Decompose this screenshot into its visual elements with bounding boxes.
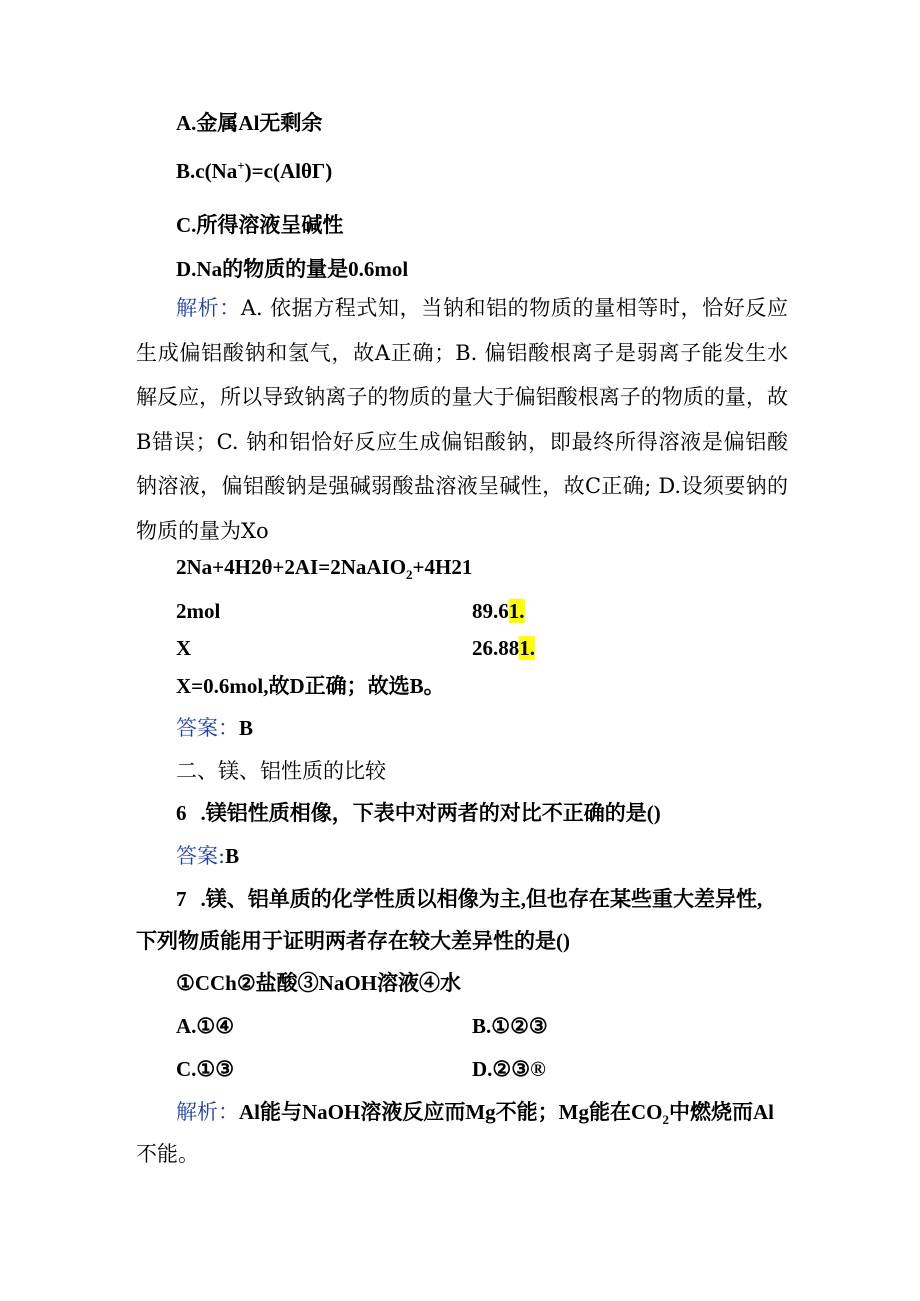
option-a: A.金属Al无剩余 [176,111,323,135]
analysis-2-line-1 [176,1097,774,1127]
answer-1 [176,713,253,743]
equation-suffix: +4H21 [412,555,473,579]
answer-label: 答案： [176,716,239,740]
calc-row2-highlight: 1. [519,636,535,660]
option-d: D.Na的物质的量是0.6mol [176,257,409,281]
q7-option-a: A.①④ [176,1014,235,1038]
analysis-label: 解析： [176,1100,239,1124]
option-b [176,156,332,186]
analysis-2-part2: 中燃烧而Al [668,1100,774,1124]
calc-row1-highlight: 1. [508,599,525,623]
question-7-line-2: 下列物质能用于证明两者存在较大差异性的是() [136,929,570,953]
answer-value: B [225,844,240,868]
option-b-sup: + [237,158,245,173]
question-6-text: .镁铝性质相像，下表中对两者的对比不正确的是() [200,801,661,825]
calc-row1-left: 2mol [176,599,221,623]
q7-option-c: C.①③ [176,1057,235,1081]
analysis-paragraph-1 [136,286,788,553]
answer-label: 答案: [176,844,226,868]
question-7-line-1 [176,884,762,914]
answer-value: B [239,716,254,740]
question-6-number: 6 [176,801,187,825]
question-6 [176,798,661,828]
analysis-2-line-2: 不能。 [136,1142,199,1166]
analysis-text: A. 依据方程式知，当钠和铝的物质的量相等时，恰好反应生成偏铝酸钠和氢气，故A正确；B. 偏铝酸根离子是弱离子能发生水解反应，所以导致钠离子的物质的量大于偏铝酸根离子的物质的量，故B错误；C. 钠和铝恰好反应生成偏铝酸钠，即最终所得溶液是偏铝酸钠溶液，偏铝酸钠是强碱弱酸盐溶液呈碱性，故C正确; D.设须要钠的物质的量为Xo [136,296,789,543]
question-7-items: ①CCh②盐酸③NaOH溶液④水 [176,971,461,995]
calc-row2-value: 26.88 [472,636,520,660]
reaction-equation [176,552,472,582]
analysis-2-part1: Al能与NaOH溶液反应而Mg不能；Mg能在CO [239,1100,663,1124]
calc-result: X=0.6mol,故D正确；故选B。 [176,674,445,698]
option-b-suffix: )=c(AlθΓ) [244,159,333,183]
equation-prefix: 2Na+4H2θ+2AI=2NaAIO [176,555,407,579]
q7-option-b: B.①②③ [472,1014,548,1038]
answer-2 [176,841,239,871]
analysis-2-sub: 2 [662,1112,669,1128]
calc-row2-left: X [176,636,192,660]
q7-option-d: D.②③® [472,1057,546,1081]
calc-row2-right [472,633,535,663]
equation-sub: 2 [406,567,413,583]
analysis-label: 解析： [176,296,241,320]
question-7-text: .镁、铝单质的化学性质以相像为主,但也存在某些重大差异性, [200,887,763,911]
section-title: 二、镁、铝性质的比较 [176,759,386,783]
option-b-prefix: B.c(Na [176,159,238,183]
calc-row1-right [472,596,525,626]
option-c: C.所得溶液呈碱性 [176,213,344,237]
question-7-number: 7 [176,887,187,911]
calc-row1-value: 89.6 [472,599,509,623]
